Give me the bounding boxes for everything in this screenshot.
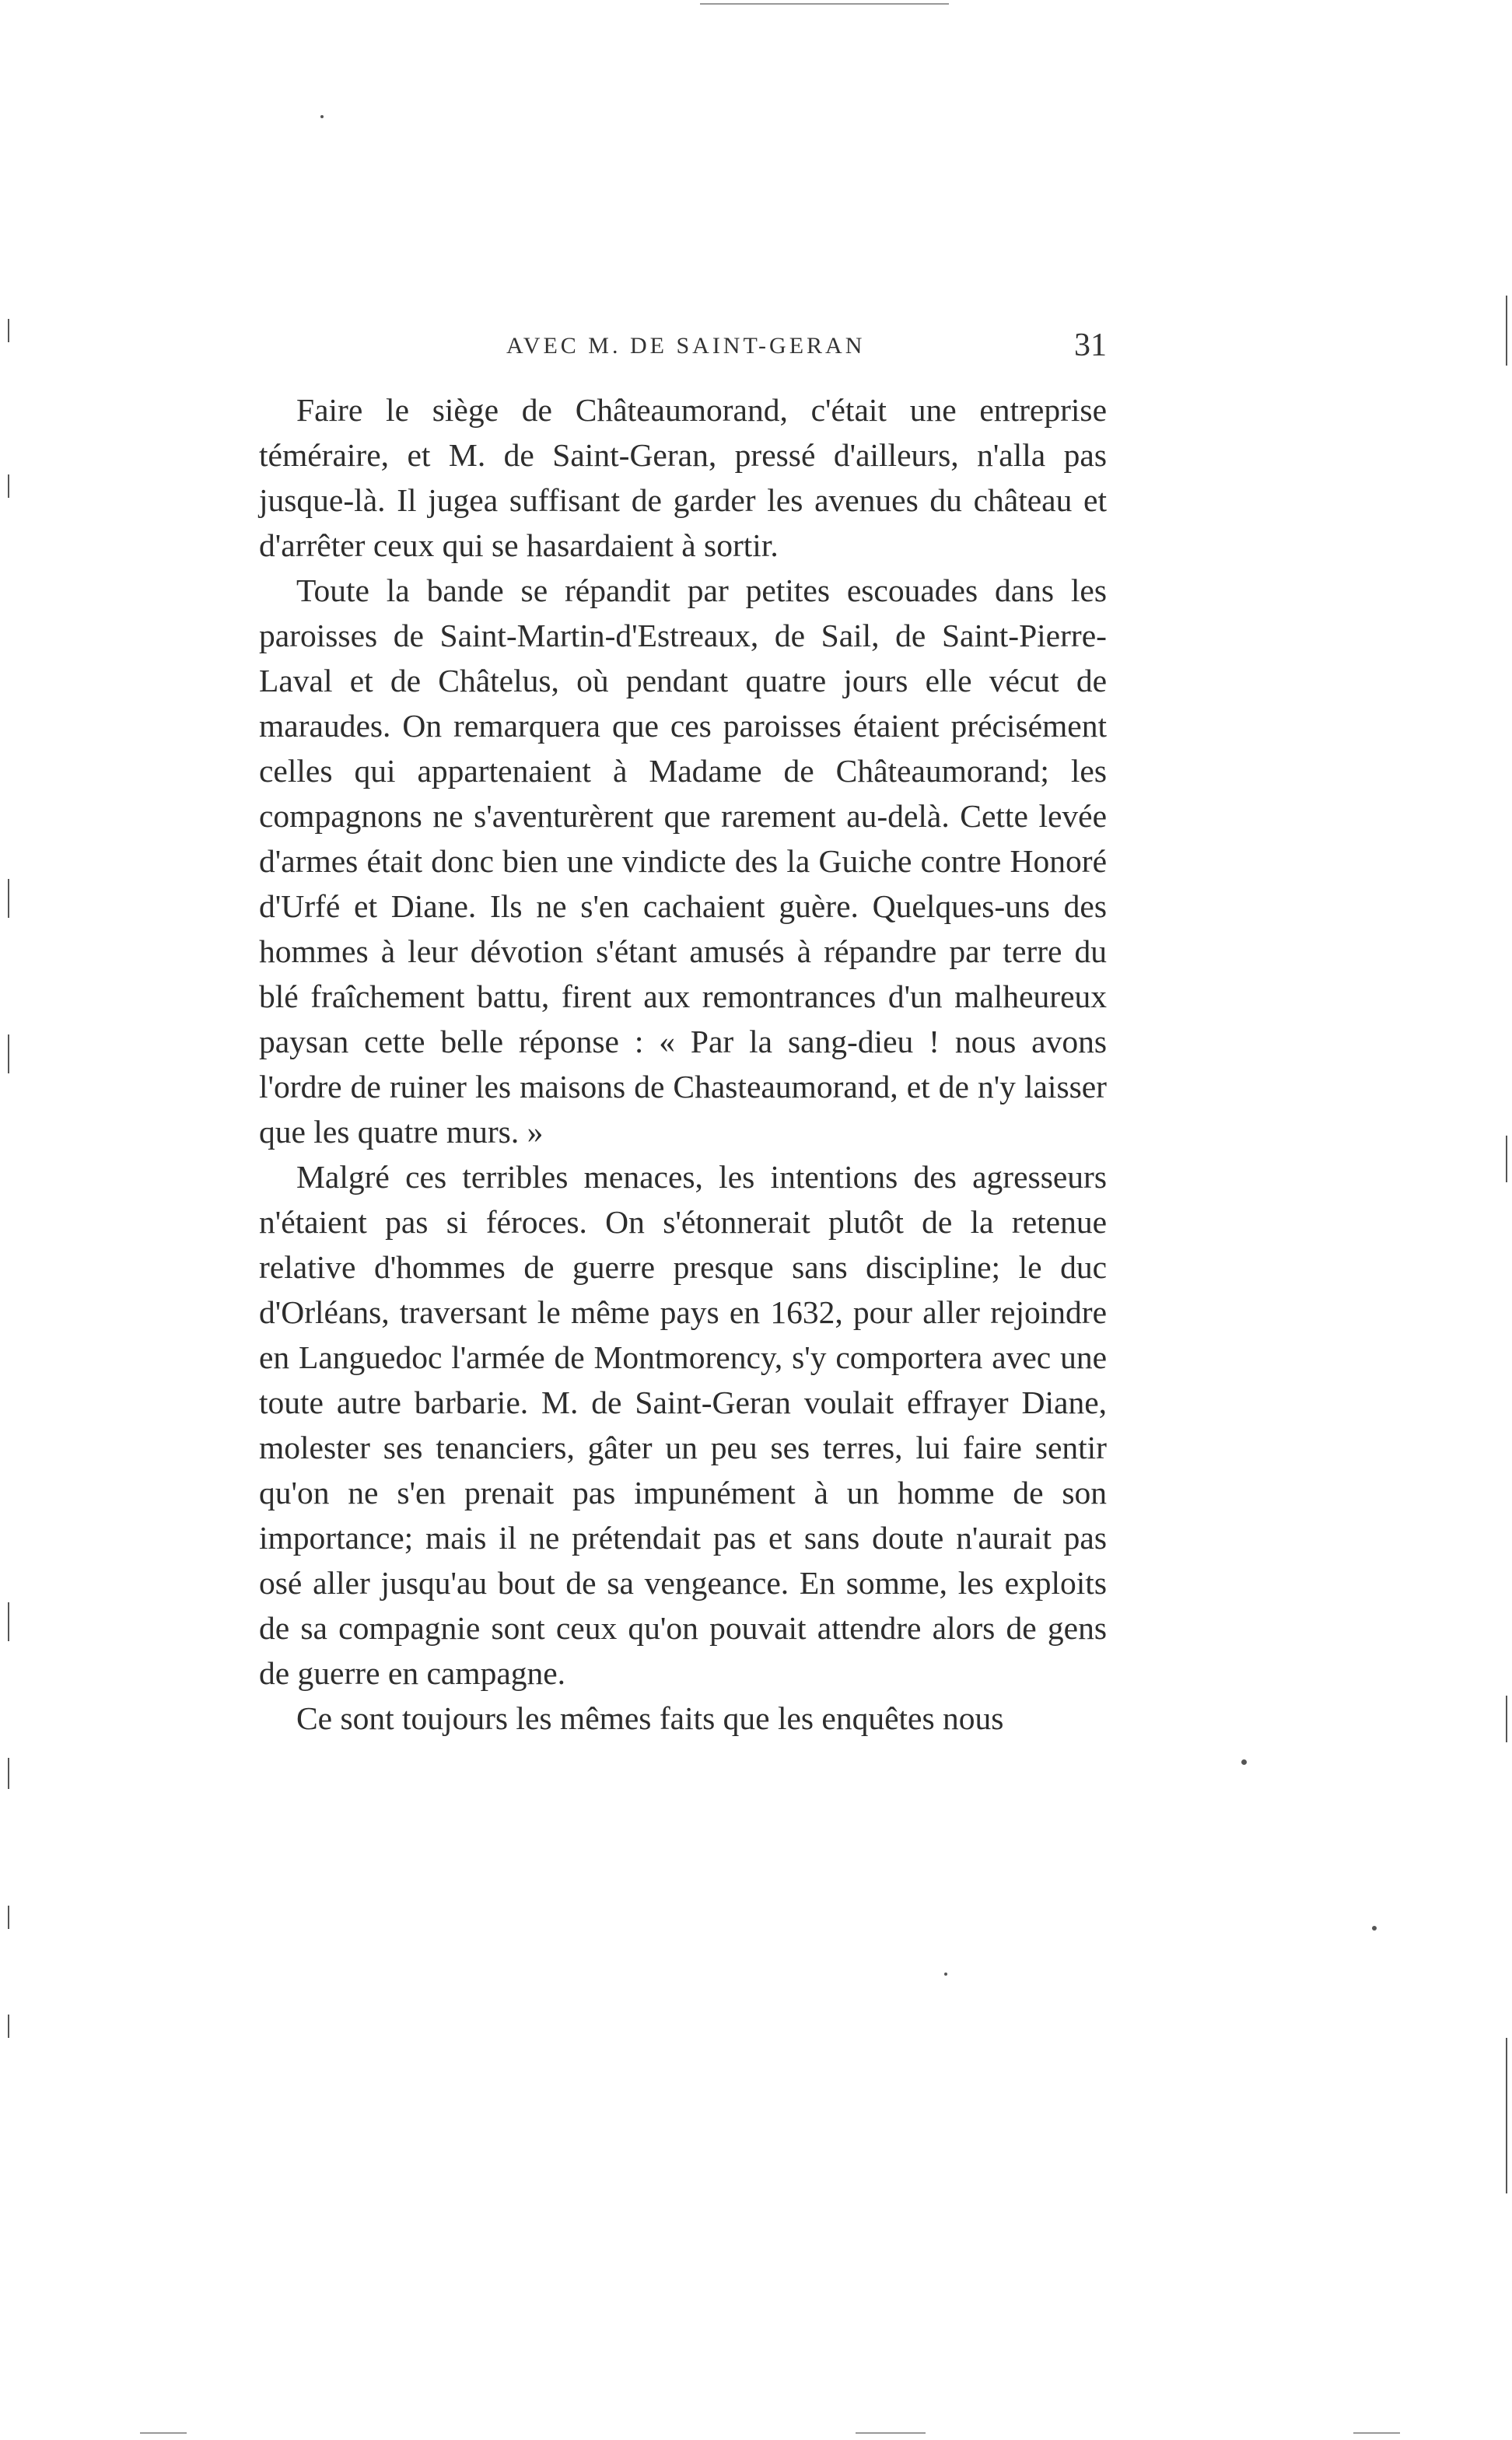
paragraph: Ce sont toujours les mêmes faits que les enquêtes nous: [296, 1700, 1004, 1736]
scan-artifact: [1506, 1696, 1507, 1742]
scan-artifact: [1506, 296, 1507, 366]
scan-artifact: [8, 1906, 9, 1929]
scan-artifact: [1506, 2038, 1507, 2193]
paragraph: Faire le siège de Châteaumorand, c'était une entreprise téméraire, et M. de Saint-Geran, pressé d'ailleurs, n'alla pas jusque-là. Il jugea suffisant de garder les avenues du château et d'arrêter ceux qui se hasardaient à sortir.: [259, 392, 1107, 563]
scan-artifact: [944, 1973, 947, 1976]
scan-artifact: [8, 1602, 9, 1641]
scan-artifact: [8, 1758, 9, 1789]
scan-artifact: [1372, 1926, 1377, 1931]
scan-artifact: [1353, 2432, 1400, 2434]
scan-artifact: [8, 1034, 9, 1073]
scan-artifact: [1506, 1136, 1507, 1182]
scan-artifact: [8, 2015, 9, 2038]
running-head: AVEC M. DE SAINT-GERAN: [506, 333, 866, 359]
page-number: 31: [1074, 327, 1107, 363]
page-header: [259, 327, 1107, 373]
scan-artifact: [140, 2432, 187, 2434]
scan-artifact: [8, 879, 9, 918]
body-text: [259, 387, 1107, 1741]
scan-artifact: [8, 474, 9, 498]
paragraph: Malgré ces terribles menaces, les intentions des agresseurs n'étaient pas si féroces. On s'étonnerait plutôt de la retenue relative d'hommes de guerre presque sans discipline; le duc d'Orléans, traversant le même pays en 1632, pour aller rejoindre en Languedoc l'armée de Montmorency, s'y comportera avec une toute autre barbarie. M. de Saint-Geran voulait effrayer Diane, molester ses tenanciers, gâter un peu ses terres, lui faire sentir qu'on ne s'en prenait pas impunément à un homme de son importance; mais il ne prétendait pas et sans doute n'aurait pas osé aller jusqu'au bout de sa vengeance. En somme, les exploits de sa compagnie sont ceux qu'on pouvait attendre alors de gens de guerre en campagne.: [259, 1159, 1107, 1691]
scan-artifact: [1241, 1759, 1247, 1765]
scan-artifact: [320, 115, 324, 118]
scan-artifact: [700, 3, 949, 5]
paragraph: Toute la bande se répandit par petites escouades dans les paroisses de Saint-Martin-d'Estreaux, de Sail, de Saint-Pierre-Laval et de Châtelus, où pendant quatre jours elle vécut de maraudes. On remarquera que ces paroisses étaient précisément celles qui appartenaient à Madame de Châteaumorand; les compagnons ne s'aventurèrent que rarement au-delà. Cette levée d'armes était donc bien une vindicte des la Guiche contre Honoré d'Urfé et Diane. Ils ne s'en cachaient guère. Quelques-uns des hommes à leur dévotion s'étant amusés à répandre par terre du blé fraîchement battu, firent aux remontrances d'un malheureux paysan cette belle réponse : « Par la sang-dieu ! nous avons l'ordre de ruiner les maisons de Chasteaumorand, et de n'y laisser que les quatre murs. »: [259, 572, 1107, 1150]
scan-artifact: [8, 319, 9, 342]
scan-artifact: [856, 2432, 926, 2434]
